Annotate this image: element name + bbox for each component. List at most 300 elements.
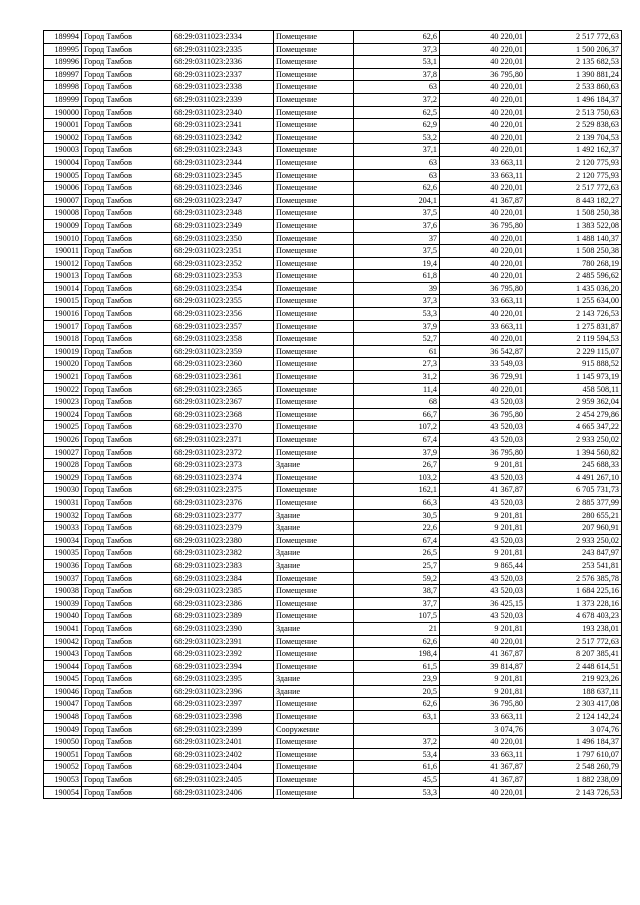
cadastral-value-cell: 1 275 831,87 bbox=[526, 320, 622, 333]
object-type-cell: Помещение bbox=[274, 156, 354, 169]
row-number-cell: 190019 bbox=[44, 345, 82, 358]
locality-cell: Город Тамбов bbox=[82, 648, 172, 661]
table-row bbox=[44, 736, 622, 749]
locality-cell: Город Тамбов bbox=[82, 68, 172, 81]
specific-value-cell: 40 220,01 bbox=[440, 56, 526, 69]
cadastral-number-cell: 68:29:0311023:2347 bbox=[172, 194, 274, 207]
cadastral-value-cell: 1 684 225,16 bbox=[526, 585, 622, 598]
table-row bbox=[44, 648, 622, 661]
cadastral-value-cell: 1 492 162,37 bbox=[526, 144, 622, 157]
object-type-cell: Помещение bbox=[274, 761, 354, 774]
row-number-cell: 190040 bbox=[44, 610, 82, 623]
cadastral-number-cell: 68:29:0311023:2346 bbox=[172, 182, 274, 195]
area-cell: 27,3 bbox=[354, 358, 440, 371]
row-number-cell: 190047 bbox=[44, 698, 82, 711]
cadastral-number-cell: 68:29:0311023:2352 bbox=[172, 257, 274, 270]
specific-value-cell: 40 220,01 bbox=[440, 182, 526, 195]
object-type-cell: Помещение bbox=[274, 748, 354, 761]
cadastral-number-cell: 68:29:0311023:2397 bbox=[172, 698, 274, 711]
specific-value-cell: 33 663,11 bbox=[440, 169, 526, 182]
cadastral-number-cell: 68:29:0311023:2391 bbox=[172, 635, 274, 648]
locality-cell: Город Тамбов bbox=[82, 396, 172, 409]
row-number-cell: 190025 bbox=[44, 421, 82, 434]
specific-value-cell: 40 220,01 bbox=[440, 43, 526, 56]
specific-value-cell: 36 729,91 bbox=[440, 371, 526, 384]
locality-cell: Город Тамбов bbox=[82, 232, 172, 245]
cadastral-value-cell: 2 303 417,08 bbox=[526, 698, 622, 711]
area-cell: 53,3 bbox=[354, 786, 440, 799]
specific-value-cell: 40 220,01 bbox=[440, 786, 526, 799]
cadastral-value-cell: 1 500 206,37 bbox=[526, 43, 622, 56]
cadastral-value-cell: 1 394 560,82 bbox=[526, 446, 622, 459]
object-type-cell: Помещение bbox=[274, 43, 354, 56]
area-cell: 20,5 bbox=[354, 685, 440, 698]
row-number-cell: 190031 bbox=[44, 496, 82, 509]
table-row bbox=[44, 597, 622, 610]
area-cell: 63 bbox=[354, 169, 440, 182]
locality-cell: Город Тамбов bbox=[82, 559, 172, 572]
specific-value-cell: 9 201,81 bbox=[440, 622, 526, 635]
table-row bbox=[44, 685, 622, 698]
locality-cell: Город Тамбов bbox=[82, 534, 172, 547]
object-type-cell: Здание bbox=[274, 509, 354, 522]
object-type-cell: Помещение bbox=[274, 68, 354, 81]
area-cell: 31,2 bbox=[354, 371, 440, 384]
cadastral-value-cell: 4 678 403,23 bbox=[526, 610, 622, 623]
row-number-cell: 190013 bbox=[44, 270, 82, 283]
locality-cell: Город Тамбов bbox=[82, 144, 172, 157]
cadastral-value-cell: 1 882 238,09 bbox=[526, 774, 622, 787]
cadastral-value-cell: 1 508 250,38 bbox=[526, 207, 622, 220]
locality-cell: Город Тамбов bbox=[82, 245, 172, 258]
locality-cell: Город Тамбов bbox=[82, 698, 172, 711]
row-number-cell: 189997 bbox=[44, 68, 82, 81]
object-type-cell: Помещение bbox=[274, 345, 354, 358]
specific-value-cell: 40 220,01 bbox=[440, 308, 526, 321]
object-type-cell: Помещение bbox=[274, 207, 354, 220]
row-number-cell: 190054 bbox=[44, 786, 82, 799]
locality-cell: Город Тамбов bbox=[82, 169, 172, 182]
cadastral-value-cell: 207 960,91 bbox=[526, 522, 622, 535]
object-type-cell: Здание bbox=[274, 559, 354, 572]
object-type-cell: Помещение bbox=[274, 496, 354, 509]
locality-cell: Город Тамбов bbox=[82, 320, 172, 333]
area-cell: 59,2 bbox=[354, 572, 440, 585]
table-row bbox=[44, 93, 622, 106]
specific-value-cell: 33 663,11 bbox=[440, 295, 526, 308]
table-row bbox=[44, 194, 622, 207]
specific-value-cell: 9 201,81 bbox=[440, 685, 526, 698]
cadastral-value-cell: 245 688,33 bbox=[526, 459, 622, 472]
table-row bbox=[44, 333, 622, 346]
object-type-cell: Помещение bbox=[274, 408, 354, 421]
specific-value-cell: 40 220,01 bbox=[440, 736, 526, 749]
cadastral-number-cell: 68:29:0311023:2398 bbox=[172, 711, 274, 724]
area-cell: 61,8 bbox=[354, 270, 440, 283]
locality-cell: Город Тамбов bbox=[82, 761, 172, 774]
cadastral-value-cell: 2 576 385,78 bbox=[526, 572, 622, 585]
table-row bbox=[44, 68, 622, 81]
table-row bbox=[44, 81, 622, 94]
cadastral-value-cell: 1 496 184,37 bbox=[526, 736, 622, 749]
table-row bbox=[44, 496, 622, 509]
specific-value-cell: 40 220,01 bbox=[440, 635, 526, 648]
cadastral-value-cell: 915 888,52 bbox=[526, 358, 622, 371]
area-cell: 21 bbox=[354, 622, 440, 635]
specific-value-cell: 43 520,03 bbox=[440, 434, 526, 447]
row-number-cell: 190000 bbox=[44, 106, 82, 119]
table-row bbox=[44, 660, 622, 673]
cadastral-number-cell: 68:29:0311023:2339 bbox=[172, 93, 274, 106]
cadastral-number-cell: 68:29:0311023:2371 bbox=[172, 434, 274, 447]
area-cell: 53,2 bbox=[354, 131, 440, 144]
object-type-cell: Помещение bbox=[274, 119, 354, 132]
table-row bbox=[44, 484, 622, 497]
row-number-cell: 190041 bbox=[44, 622, 82, 635]
specific-value-cell: 40 220,01 bbox=[440, 131, 526, 144]
area-cell: 67,4 bbox=[354, 534, 440, 547]
object-type-cell: Помещение bbox=[274, 434, 354, 447]
locality-cell: Город Тамбов bbox=[82, 446, 172, 459]
specific-value-cell: 40 220,01 bbox=[440, 333, 526, 346]
cadastral-number-cell: 68:29:0311023:2359 bbox=[172, 345, 274, 358]
table-row bbox=[44, 786, 622, 799]
row-number-cell: 190033 bbox=[44, 522, 82, 535]
specific-value-cell: 40 220,01 bbox=[440, 245, 526, 258]
cadastral-value-cell: 2 933 250,02 bbox=[526, 434, 622, 447]
cadastral-number-cell: 68:29:0311023:2350 bbox=[172, 232, 274, 245]
table-row bbox=[44, 169, 622, 182]
specific-value-cell: 40 220,01 bbox=[440, 93, 526, 106]
locality-cell: Город Тамбов bbox=[82, 270, 172, 283]
cadastral-value-cell: 188 637,11 bbox=[526, 685, 622, 698]
table-row bbox=[44, 245, 622, 258]
row-number-cell: 190011 bbox=[44, 245, 82, 258]
area-cell: 103,2 bbox=[354, 471, 440, 484]
locality-cell: Город Тамбов bbox=[82, 723, 172, 736]
table-row bbox=[44, 144, 622, 157]
cadastral-number-cell: 68:29:0311023:2365 bbox=[172, 383, 274, 396]
table-row bbox=[44, 673, 622, 686]
cadastral-value-cell: 2 485 596,62 bbox=[526, 270, 622, 283]
table-row bbox=[44, 131, 622, 144]
object-type-cell: Помещение bbox=[274, 245, 354, 258]
row-number-cell: 190039 bbox=[44, 597, 82, 610]
specific-value-cell: 40 220,01 bbox=[440, 383, 526, 396]
locality-cell: Город Тамбов bbox=[82, 786, 172, 799]
object-type-cell: Помещение bbox=[274, 383, 354, 396]
cadastral-number-cell: 68:29:0311023:2375 bbox=[172, 484, 274, 497]
cadastral-number-cell: 68:29:0311023:2360 bbox=[172, 358, 274, 371]
table-row bbox=[44, 31, 622, 44]
row-number-cell: 190001 bbox=[44, 119, 82, 132]
object-type-cell: Помещение bbox=[274, 711, 354, 724]
specific-value-cell: 41 367,87 bbox=[440, 484, 526, 497]
cadastral-value-cell: 4 491 267,10 bbox=[526, 471, 622, 484]
locality-cell: Город Тамбов bbox=[82, 622, 172, 635]
specific-value-cell: 41 367,87 bbox=[440, 774, 526, 787]
row-number-cell: 190053 bbox=[44, 774, 82, 787]
area-cell: 37,7 bbox=[354, 597, 440, 610]
table-row bbox=[44, 522, 622, 535]
area-cell: 66,3 bbox=[354, 496, 440, 509]
area-cell: 37,6 bbox=[354, 219, 440, 232]
cadastral-value-cell: 458 508,11 bbox=[526, 383, 622, 396]
specific-value-cell: 9 201,81 bbox=[440, 509, 526, 522]
row-number-cell: 190028 bbox=[44, 459, 82, 472]
cadastral-value-cell: 8 443 182,27 bbox=[526, 194, 622, 207]
locality-cell: Город Тамбов bbox=[82, 295, 172, 308]
table-row bbox=[44, 282, 622, 295]
locality-cell: Город Тамбов bbox=[82, 685, 172, 698]
object-type-cell: Помещение bbox=[274, 194, 354, 207]
specific-value-cell: 36 795,80 bbox=[440, 446, 526, 459]
area-cell: 37,1 bbox=[354, 144, 440, 157]
cadastral-value-cell: 193 238,01 bbox=[526, 622, 622, 635]
table-row bbox=[44, 232, 622, 245]
area-cell: 37,9 bbox=[354, 320, 440, 333]
table-row bbox=[44, 774, 622, 787]
object-type-cell: Здание bbox=[274, 673, 354, 686]
table-row bbox=[44, 358, 622, 371]
row-number-cell: 190029 bbox=[44, 471, 82, 484]
area-cell: 62,6 bbox=[354, 31, 440, 44]
area-cell: 107,2 bbox=[354, 421, 440, 434]
specific-value-cell: 41 367,87 bbox=[440, 648, 526, 661]
row-number-cell: 190043 bbox=[44, 648, 82, 661]
object-type-cell: Помещение bbox=[274, 648, 354, 661]
area-cell: 37,8 bbox=[354, 68, 440, 81]
specific-value-cell: 36 425,15 bbox=[440, 597, 526, 610]
row-number-cell: 190038 bbox=[44, 585, 82, 598]
cadastral-value-cell: 3 074,76 bbox=[526, 723, 622, 736]
cadastral-number-cell: 68:29:0311023:2354 bbox=[172, 282, 274, 295]
cadastral-value-cell: 4 665 347,22 bbox=[526, 421, 622, 434]
locality-cell: Город Тамбов bbox=[82, 182, 172, 195]
cadastral-value-cell: 2 529 838,63 bbox=[526, 119, 622, 132]
row-number-cell: 190051 bbox=[44, 748, 82, 761]
area-cell: 162,1 bbox=[354, 484, 440, 497]
area-cell: 37,3 bbox=[354, 43, 440, 56]
cadastral-number-cell: 68:29:0311023:2377 bbox=[172, 509, 274, 522]
table-row bbox=[44, 446, 622, 459]
locality-cell: Город Тамбов bbox=[82, 31, 172, 44]
table-row bbox=[44, 509, 622, 522]
table-row bbox=[44, 408, 622, 421]
cadastral-value-cell: 2 517 772,63 bbox=[526, 182, 622, 195]
object-type-cell: Помещение bbox=[274, 182, 354, 195]
row-number-cell: 189999 bbox=[44, 93, 82, 106]
area-cell: 26,7 bbox=[354, 459, 440, 472]
locality-cell: Город Тамбов bbox=[82, 522, 172, 535]
table-row bbox=[44, 559, 622, 572]
specific-value-cell: 43 520,03 bbox=[440, 610, 526, 623]
area-cell: 37,5 bbox=[354, 245, 440, 258]
table-row bbox=[44, 459, 622, 472]
specific-value-cell: 40 220,01 bbox=[440, 232, 526, 245]
area-cell: 66,7 bbox=[354, 408, 440, 421]
cadastral-value-cell: 2 517 772,63 bbox=[526, 31, 622, 44]
locality-cell: Город Тамбов bbox=[82, 711, 172, 724]
specific-value-cell: 9 865,44 bbox=[440, 559, 526, 572]
object-type-cell: Сооружение bbox=[274, 723, 354, 736]
specific-value-cell: 40 220,01 bbox=[440, 207, 526, 220]
locality-cell: Город Тамбов bbox=[82, 635, 172, 648]
cadastral-number-cell: 68:29:0311023:2351 bbox=[172, 245, 274, 258]
cadastral-value-table bbox=[43, 30, 622, 799]
row-number-cell: 190049 bbox=[44, 723, 82, 736]
row-number-cell: 190036 bbox=[44, 559, 82, 572]
table-row bbox=[44, 748, 622, 761]
locality-cell: Город Тамбов bbox=[82, 434, 172, 447]
area-cell: 53,3 bbox=[354, 308, 440, 321]
area-cell: 37,9 bbox=[354, 446, 440, 459]
specific-value-cell: 33 663,11 bbox=[440, 320, 526, 333]
row-number-cell: 190030 bbox=[44, 484, 82, 497]
cadastral-number-cell: 68:29:0311023:2370 bbox=[172, 421, 274, 434]
area-cell: 63 bbox=[354, 156, 440, 169]
cadastral-value-cell: 2 143 726,53 bbox=[526, 308, 622, 321]
cadastral-value-cell: 219 923,26 bbox=[526, 673, 622, 686]
locality-cell: Город Тамбов bbox=[82, 93, 172, 106]
object-type-cell: Здание bbox=[274, 459, 354, 472]
cadastral-value-cell: 280 655,21 bbox=[526, 509, 622, 522]
object-type-cell: Помещение bbox=[274, 106, 354, 119]
table-row bbox=[44, 547, 622, 560]
cadastral-value-cell: 2 120 775,93 bbox=[526, 156, 622, 169]
cadastral-value-cell: 1 383 522,08 bbox=[526, 219, 622, 232]
object-type-cell: Помещение bbox=[274, 572, 354, 585]
table-row bbox=[44, 56, 622, 69]
table-row bbox=[44, 396, 622, 409]
locality-cell: Город Тамбов bbox=[82, 597, 172, 610]
table-row bbox=[44, 345, 622, 358]
object-type-cell: Помещение bbox=[274, 774, 354, 787]
row-number-cell: 190009 bbox=[44, 219, 82, 232]
row-number-cell: 190042 bbox=[44, 635, 82, 648]
locality-cell: Город Тамбов bbox=[82, 81, 172, 94]
specific-value-cell: 9 201,81 bbox=[440, 673, 526, 686]
row-number-cell: 190010 bbox=[44, 232, 82, 245]
object-type-cell: Помещение bbox=[274, 736, 354, 749]
area-cell: 61 bbox=[354, 345, 440, 358]
cadastral-value-cell: 2 119 594,53 bbox=[526, 333, 622, 346]
area-cell: 62,5 bbox=[354, 106, 440, 119]
cadastral-number-cell: 68:29:0311023:2344 bbox=[172, 156, 274, 169]
specific-value-cell: 36 542,87 bbox=[440, 345, 526, 358]
object-type-cell: Помещение bbox=[274, 93, 354, 106]
area-cell: 11,4 bbox=[354, 383, 440, 396]
cadastral-number-cell: 68:29:0311023:2386 bbox=[172, 597, 274, 610]
cadastral-value-cell: 6 705 731,73 bbox=[526, 484, 622, 497]
specific-value-cell: 36 795,80 bbox=[440, 282, 526, 295]
row-number-cell: 190006 bbox=[44, 182, 82, 195]
object-type-cell: Помещение bbox=[274, 358, 354, 371]
row-number-cell: 190018 bbox=[44, 333, 82, 346]
object-type-cell: Помещение bbox=[274, 786, 354, 799]
specific-value-cell: 39 814,87 bbox=[440, 660, 526, 673]
row-number-cell: 190003 bbox=[44, 144, 82, 157]
row-number-cell: 189994 bbox=[44, 31, 82, 44]
cadastral-number-cell: 68:29:0311023:2343 bbox=[172, 144, 274, 157]
cadastral-number-cell: 68:29:0311023:2358 bbox=[172, 333, 274, 346]
cadastral-value-cell: 1 496 184,37 bbox=[526, 93, 622, 106]
area-cell: 107,5 bbox=[354, 610, 440, 623]
area-cell: 39 bbox=[354, 282, 440, 295]
cadastral-value-cell: 2 933 250,02 bbox=[526, 534, 622, 547]
locality-cell: Город Тамбов bbox=[82, 219, 172, 232]
area-cell: 62,6 bbox=[354, 698, 440, 711]
cadastral-value-cell: 1 255 634,00 bbox=[526, 295, 622, 308]
table-row bbox=[44, 308, 622, 321]
row-number-cell: 190012 bbox=[44, 257, 82, 270]
cadastral-number-cell: 68:29:0311023:2395 bbox=[172, 673, 274, 686]
table-row bbox=[44, 434, 622, 447]
cadastral-number-cell: 68:29:0311023:2399 bbox=[172, 723, 274, 736]
object-type-cell: Помещение bbox=[274, 308, 354, 321]
specific-value-cell: 40 220,01 bbox=[440, 270, 526, 283]
area-cell: 63 bbox=[354, 81, 440, 94]
cadastral-value-cell: 2 513 750,63 bbox=[526, 106, 622, 119]
locality-cell: Город Тамбов bbox=[82, 43, 172, 56]
locality-cell: Город Тамбов bbox=[82, 333, 172, 346]
cadastral-number-cell: 68:29:0311023:2340 bbox=[172, 106, 274, 119]
specific-value-cell: 43 520,03 bbox=[440, 421, 526, 434]
cadastral-number-cell: 68:29:0311023:2402 bbox=[172, 748, 274, 761]
locality-cell: Город Тамбов bbox=[82, 673, 172, 686]
table-row bbox=[44, 371, 622, 384]
locality-cell: Город Тамбов bbox=[82, 207, 172, 220]
row-number-cell: 190020 bbox=[44, 358, 82, 371]
locality-cell: Город Тамбов bbox=[82, 156, 172, 169]
table-row bbox=[44, 471, 622, 484]
object-type-cell: Помещение bbox=[274, 31, 354, 44]
cadastral-number-cell: 68:29:0311023:2405 bbox=[172, 774, 274, 787]
cadastral-value-cell: 2 135 682,53 bbox=[526, 56, 622, 69]
object-type-cell: Помещение bbox=[274, 635, 354, 648]
specific-value-cell: 36 795,80 bbox=[440, 408, 526, 421]
cadastral-value-cell: 2 959 362,04 bbox=[526, 396, 622, 409]
cadastral-number-cell: 68:29:0311023:2368 bbox=[172, 408, 274, 421]
table-row bbox=[44, 635, 622, 648]
locality-cell: Город Тамбов bbox=[82, 610, 172, 623]
area-cell: 63,1 bbox=[354, 711, 440, 724]
cadastral-number-cell: 68:29:0311023:2385 bbox=[172, 585, 274, 598]
row-number-cell: 190048 bbox=[44, 711, 82, 724]
cadastral-number-cell: 68:29:0311023:2379 bbox=[172, 522, 274, 535]
table-row bbox=[44, 585, 622, 598]
table-row bbox=[44, 383, 622, 396]
cadastral-number-cell: 68:29:0311023:2406 bbox=[172, 786, 274, 799]
locality-cell: Город Тамбов bbox=[82, 131, 172, 144]
object-type-cell: Помещение bbox=[274, 219, 354, 232]
object-type-cell: Помещение bbox=[274, 698, 354, 711]
area-cell: 62,6 bbox=[354, 635, 440, 648]
cadastral-value-cell: 2 120 775,93 bbox=[526, 169, 622, 182]
cadastral-number-cell: 68:29:0311023:2357 bbox=[172, 320, 274, 333]
locality-cell: Город Тамбов bbox=[82, 257, 172, 270]
cadastral-value-cell: 1 373 228,16 bbox=[526, 597, 622, 610]
locality-cell: Город Тамбов bbox=[82, 484, 172, 497]
cadastral-value-cell: 2 124 142,24 bbox=[526, 711, 622, 724]
area-cell: 45,5 bbox=[354, 774, 440, 787]
cadastral-number-cell: 68:29:0311023:2382 bbox=[172, 547, 274, 560]
object-type-cell: Помещение bbox=[274, 396, 354, 409]
object-type-cell: Здание bbox=[274, 685, 354, 698]
table-body bbox=[44, 31, 622, 799]
area-cell: 61,5 bbox=[354, 660, 440, 673]
locality-cell: Город Тамбов bbox=[82, 371, 172, 384]
